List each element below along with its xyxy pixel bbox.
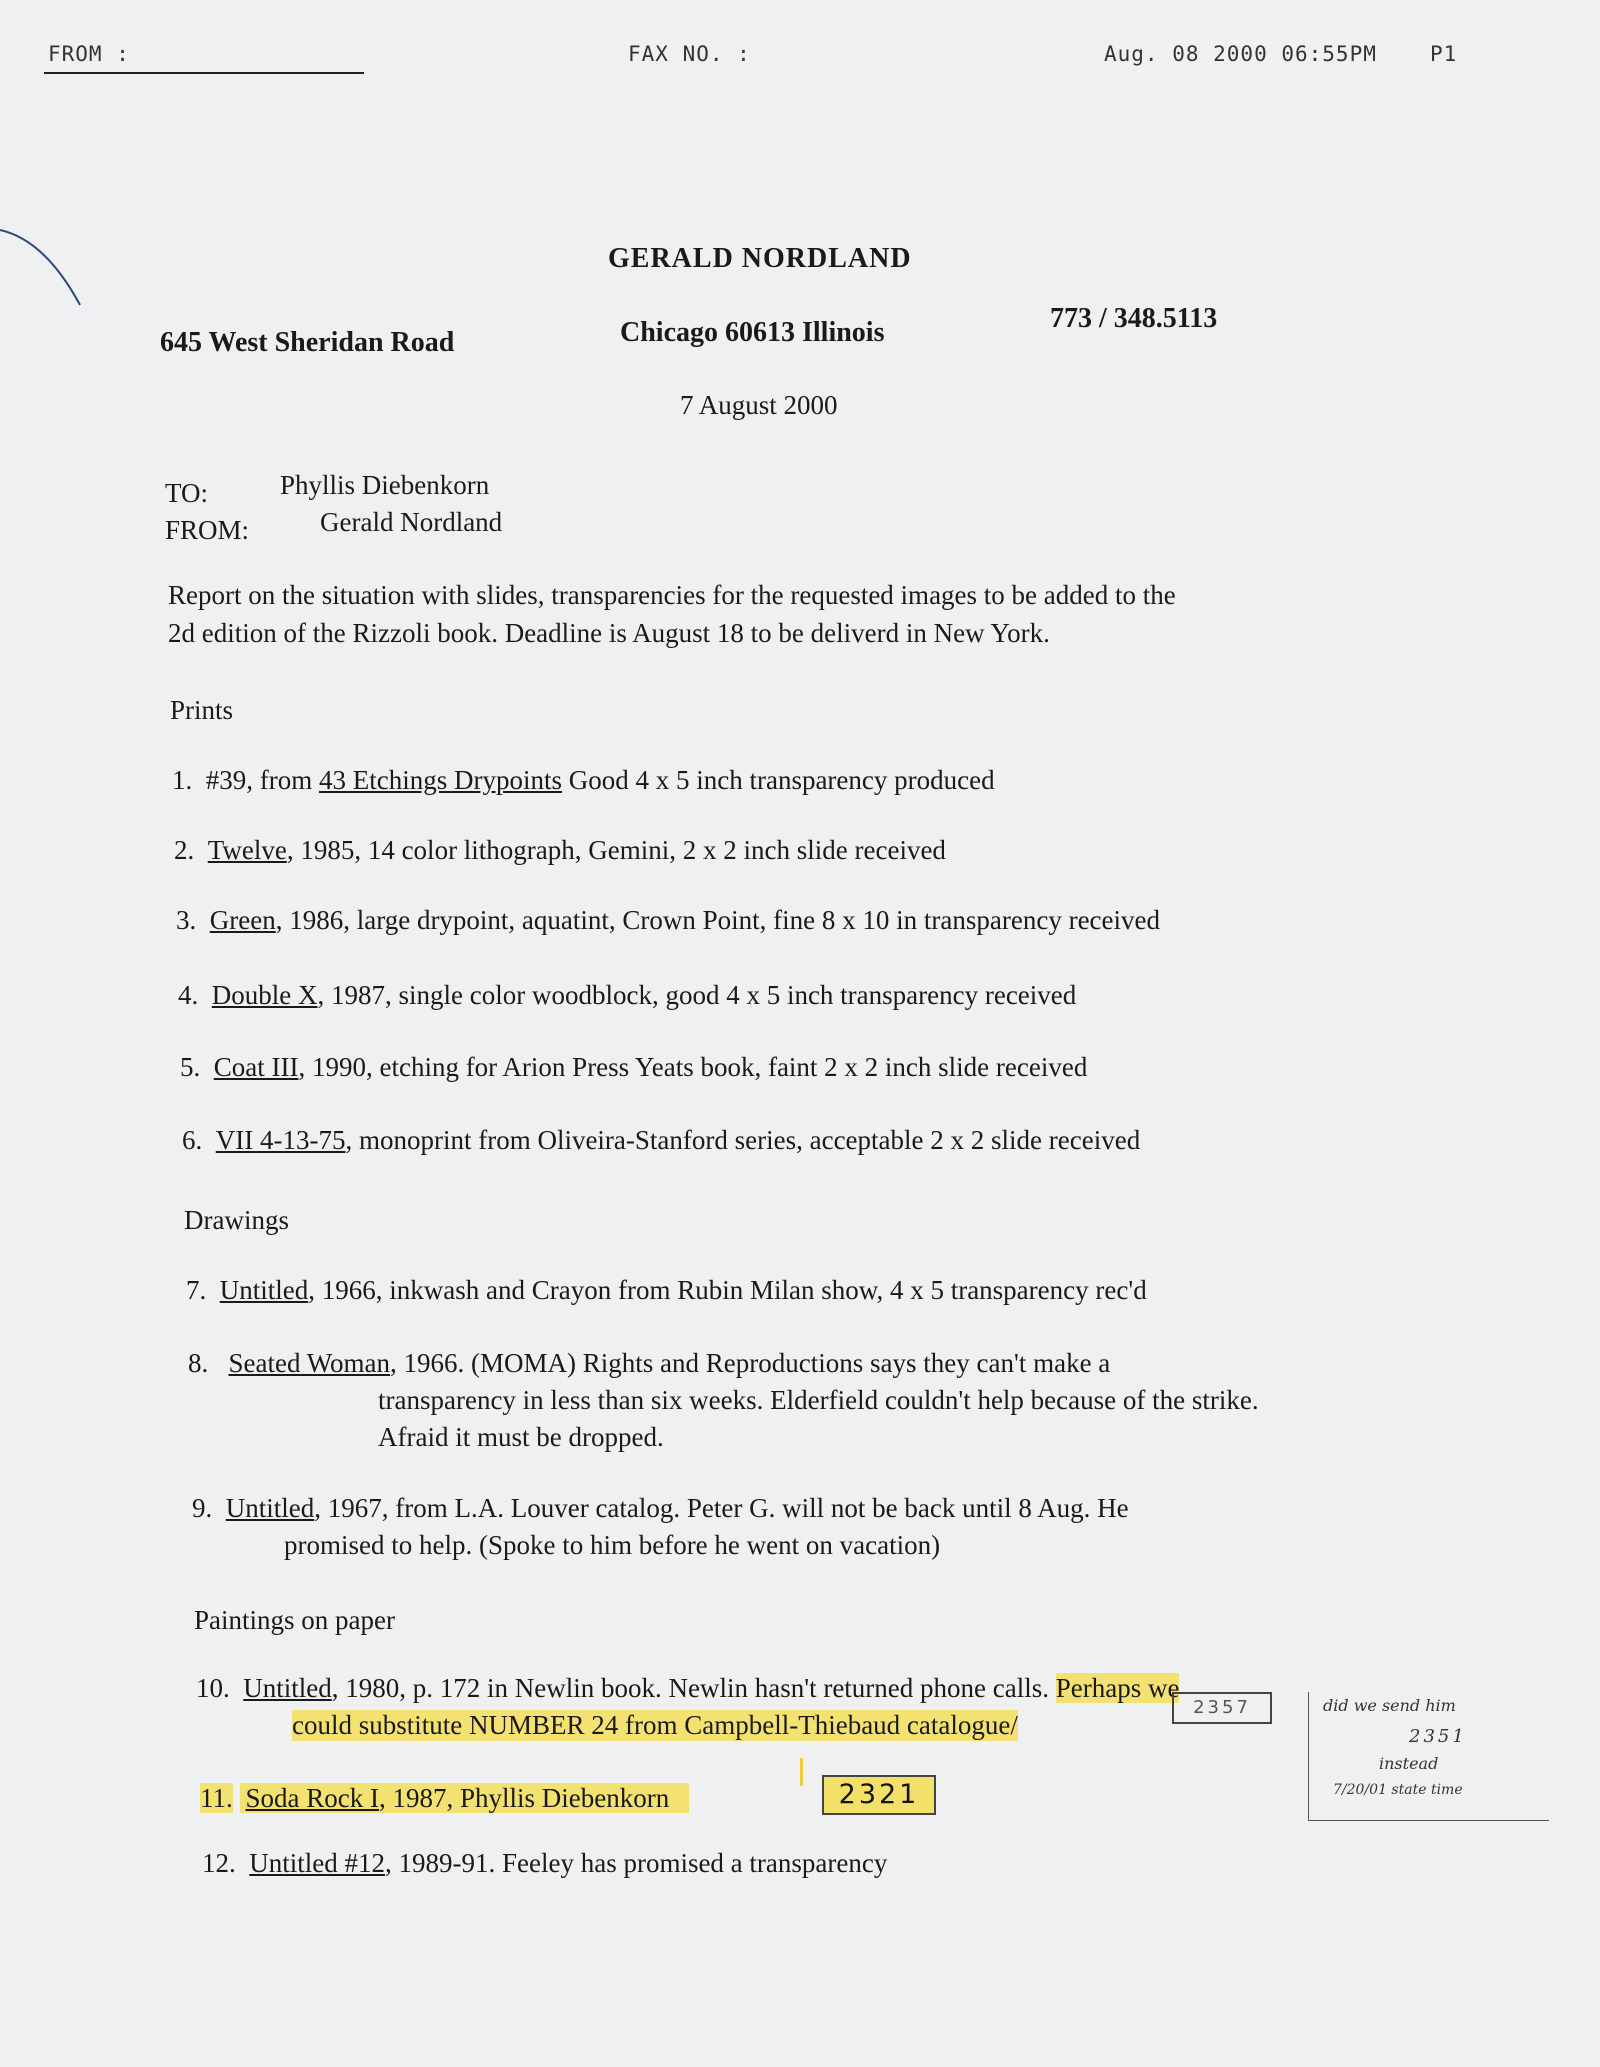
item-number: 4. — [178, 980, 199, 1010]
letterhead-city: Chicago 60613 Illinois — [620, 317, 885, 348]
item-number: 2. — [174, 835, 195, 865]
list-item — [172, 765, 995, 796]
item-continuation: transparency in less than six weeks. Elderfield couldn't help because of the strike. — [378, 1385, 1259, 1415]
from-sender: Gerald Nordland — [320, 507, 503, 537]
item-continuation: Afraid it must be dropped. — [378, 1422, 664, 1452]
handwritten-margin-note — [1308, 1692, 1549, 1821]
highlighted-text: Perhaps we — [1055, 1673, 1180, 1703]
item-continuation-highlighted: could substitute NUMBER 24 from Campbell-Thiebaud catalogue/ — [292, 1710, 1018, 1740]
note-line: instead — [1379, 1754, 1439, 1773]
item-number: 11. — [200, 1783, 233, 1813]
list-item — [174, 835, 946, 866]
letter-date: 7 August 2000 — [680, 390, 838, 420]
item-continuation: promised to help. (Spoke to him before he went on vacation) — [284, 1530, 941, 1560]
list-item — [176, 905, 1160, 936]
item-number: 3. — [176, 905, 197, 935]
item-description: Good 4 x 5 inch transparency produced — [561, 765, 995, 795]
list-item — [188, 1348, 1110, 1379]
item-title: Soda Rock I — [245, 1783, 379, 1813]
item-title-highlight — [240, 1783, 689, 1813]
item-description: , 1966. (MOMA) Rights and Reproductions says they can't make a — [390, 1348, 1111, 1378]
item-title: Untitled — [225, 1493, 315, 1523]
item-title: Twelve — [207, 835, 287, 865]
list-item — [196, 1673, 1179, 1704]
list-item — [182, 1125, 1140, 1156]
note-line: 2351 — [1409, 1726, 1467, 1747]
list-item — [192, 1493, 1129, 1524]
item-number: 12. — [202, 1848, 236, 1878]
list-item — [186, 1275, 1147, 1306]
intro-line-2: 2d edition of the Rizzoli book. Deadline is August 18 to be deliverd in New York. — [168, 618, 1050, 648]
item-description: , 1986, large drypoint, aquatint, Crown Point, fine 8 x 10 in transparency received — [275, 905, 1161, 935]
item-description: , 1990, etching for Arion Press Yeats book, faint 2 x 2 inch slide received — [298, 1052, 1088, 1082]
item-title: Green — [209, 905, 276, 935]
item-title: Untitled #12 — [249, 1848, 385, 1878]
item-description: , 1987, Phyllis Diebenkorn — [378, 1783, 670, 1813]
item-title: 43 Etchings Drypoints — [318, 765, 562, 795]
item-number: 8. — [188, 1348, 209, 1378]
letterhead-street: 645 West Sheridan Road — [160, 327, 455, 358]
item-description: , 1987, single color woodblock, good 4 x 5 inch transparency received — [317, 980, 1077, 1010]
item-description: , 1980, p. 172 in Newlin book. Newlin hasn't returned phone calls. — [331, 1673, 1056, 1703]
item-prefix: #39, from — [205, 765, 319, 795]
list-item — [180, 1052, 1087, 1083]
item-title: Seated Woman — [228, 1348, 391, 1378]
section-drawings: Drawings — [184, 1205, 289, 1235]
item-number: 1. — [172, 765, 193, 795]
item-number: 10. — [196, 1673, 230, 1703]
list-item — [200, 1783, 689, 1814]
item-description: , monoprint from Oliveira-Stanford series, acceptable 2 x 2 slide received — [345, 1125, 1141, 1155]
item-title: Coat III — [213, 1052, 299, 1082]
item-number: 9. — [192, 1493, 213, 1523]
to-label: TO: — [165, 478, 209, 508]
letterhead-phone: 773 / 348.5113 — [1050, 303, 1218, 334]
section-paintings: Paintings on paper — [194, 1605, 395, 1635]
item-title: Untitled — [243, 1673, 332, 1703]
list-item — [178, 980, 1076, 1011]
item-number: 7. — [186, 1275, 207, 1305]
note-line: did we send him — [1323, 1696, 1456, 1715]
fax-from-label: FROM : — [48, 42, 130, 66]
note-line: 7/20/01 state time — [1333, 1782, 1463, 1798]
item-description: , 1989-91. Feeley has promised a transparency — [385, 1848, 888, 1878]
item-number: 6. — [182, 1125, 203, 1155]
highlighter-mark — [800, 1758, 803, 1786]
pen-stroke-mark — [0, 220, 90, 320]
item-description: , 1967, from L.A. Louver catalog. Peter G. will not be back until 8 Aug. He — [314, 1493, 1129, 1523]
fax-page-number: P1 — [1430, 42, 1458, 66]
list-item — [202, 1848, 887, 1879]
item-description: , 1966, inkwash and Crayon from Rubin Milan show, 4 x 5 transparency rec'd — [308, 1275, 1147, 1305]
fax-from-underline — [44, 72, 364, 74]
fax-number-label: FAX NO. : — [628, 42, 751, 66]
section-prints: Prints — [170, 695, 234, 725]
fax-datetime: Aug. 08 2000 06:55PM — [1104, 42, 1377, 66]
item-number: 5. — [180, 1052, 201, 1082]
handwritten-number-box: 2357 — [1172, 1692, 1272, 1724]
to-recipient: Phyllis Diebenkorn — [280, 470, 490, 500]
handwritten-number-box: 2321 — [822, 1775, 936, 1815]
item-title: Double X — [211, 980, 318, 1010]
intro-line-1: Report on the situation with slides, transparencies for the requested images to be added to the — [168, 580, 1176, 610]
letterhead-name: GERALD NORDLAND — [608, 243, 912, 274]
item-title: VII 4-13-75 — [215, 1125, 346, 1155]
from-label: FROM: — [165, 515, 250, 545]
item-description: , 1985, 14 color lithograph, Gemini, 2 x 2 inch slide received — [286, 835, 946, 865]
item-title: Untitled — [219, 1275, 309, 1305]
